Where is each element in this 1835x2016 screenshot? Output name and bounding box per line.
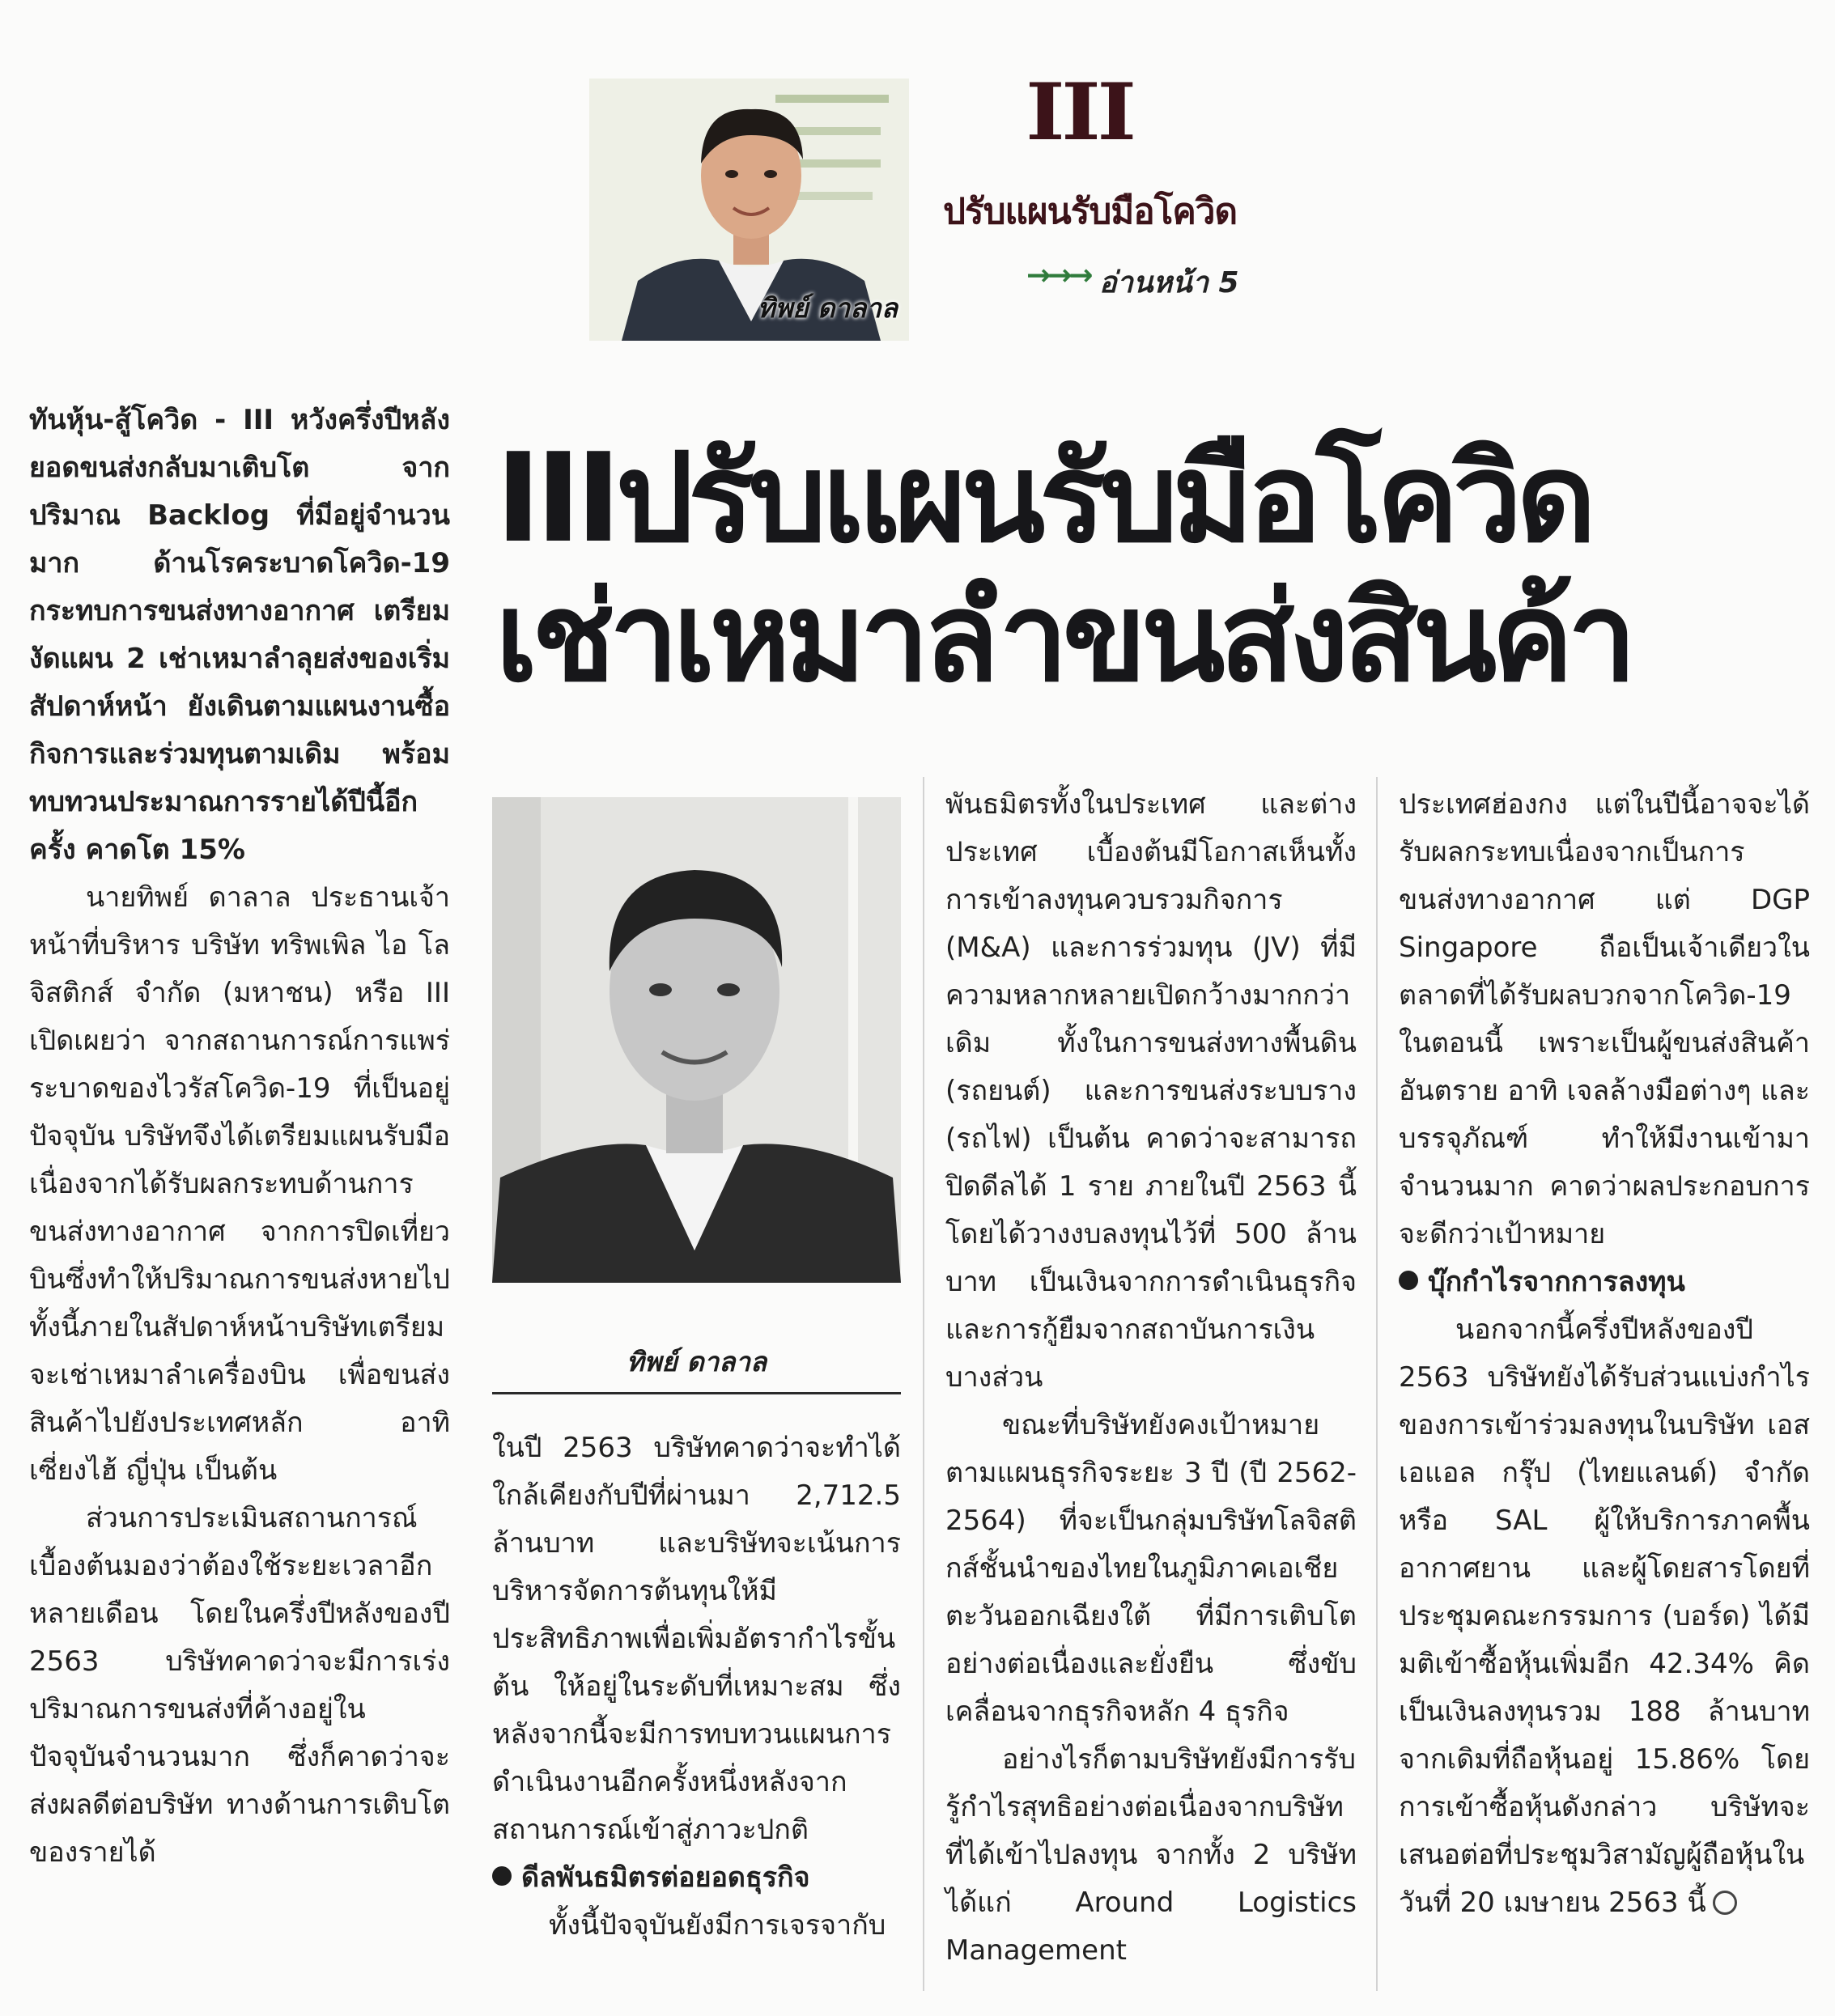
- teaser-title: ปรับแผนรับมือโควิด: [943, 191, 1238, 232]
- headline-line-1: IIIปรับแผนรับมือโควิด: [495, 427, 1591, 570]
- company-logo: III: [1026, 66, 1133, 158]
- photo-caption: ทิพย์ ดาลาล: [626, 1346, 767, 1377]
- body-paragraph: [1399, 1306, 1810, 1927]
- column-2: [492, 1424, 901, 1950]
- headline-line-2: เช่าเหมาลำขนส่งสินค้า: [495, 566, 1632, 709]
- caption-divider: [492, 1392, 901, 1394]
- portrait-image: [492, 797, 901, 1283]
- subheading-text: บุ๊กกำไรจากการลงทุน: [1428, 1266, 1685, 1298]
- body-text: นอกจากนี้ครึ่งปีหลังของปี 2563 บริษัทยังได้รับส่วนแบ่งกำไรของการเข้าร่วมลงทุนในบริษัท เอสเอแอล กรุ๊ป (ไทยแลนด์) จำกัด หรือ SAL ผู้ให้บริการภาคพื้นอากาศยาน และผู้โดยสารโดยที่ประชุมคณะกรรมการ (บอร์ด) ได้มีมติเข้าซื้อหุ้นเพิ่มอีก 42.34% คิดเป็นเงินลงทุนรวม 188 ล้านบาท จากเดิมที่ถือหุ้นอยู่ 15.86% โดยการเข้าซื้อหุ้นดังกล่าว บริษัทจะเสนอต่อที่ประชุมวิสามัญผู้ถือหุ้นในวันที่ 20 เมษายน 2563 นี้: [1399, 1314, 1810, 1919]
- headline: [495, 429, 1831, 707]
- body-paragraph: ประเทศฮ่องกง แต่ในปีนี้อาจจะได้รับผลกระทบเนื่องจากเป็นการขนส่งทางอากาศ แต่ DGP Singapore ถือเป็นเจ้าเดียวในตลาดที่ได้รับผลบวกจากโควิด-19 ในตอนนี้ เพราะเป็นผู้ขนส่งสินค้าอันตราย อาทิ เจลล้างมือต่างๆ และบรรจุภัณฑ์ ทำให้มีงานเข้ามาจำนวนมาก คาดว่าผลประกอบการจะดีกว่าเป้าหมาย: [1399, 788, 1810, 1250]
- arrow-icon: →→→: [1026, 259, 1090, 292]
- body-paragraph: นายทิพย์ ดาลาล ประธานเจ้าหน้าที่บริหาร บริษัท ทริพเพิล ไอ โลจิสติกส์ จำกัด (มหาชน) หรือ III เปิดเผยว่า จากสถานการณ์การแพร่ระบาดของไวรัสโควิด-19 ที่เป็นอยู่ปัจจุบัน บริษัทจึงได้เตรียมแผนรับมือเนื่องจากได้รับผลกระทบด้านการขนส่งทางอากาศ จากการปิดเที่ยวบินซึ่งทำให้ปริมาณการขนส่งหายไป ทั้งนี้ภายในสัปดาห์หน้าบริษัทเตรียมจะเช่าเหมาลำเครื่องบิน เพื่อขนส่งสินค้าไปยังประเทศหลัก อาทิ เซี่ยงไฮ้ ญี่ปุ่น เป็นต้น: [29, 881, 450, 1487]
- main-photo: [492, 797, 901, 1283]
- bullet-icon: [1399, 1271, 1418, 1290]
- subheading: [492, 1854, 901, 1902]
- body-paragraph: ทั้งนี้ปัจจุบันยังมีการเจรจากับ: [549, 1909, 886, 1942]
- column-1: [29, 397, 450, 1877]
- column-4: [1399, 781, 1810, 1927]
- teaser-photo-caption: ทิพย์ ดาลาล: [757, 292, 898, 324]
- body-paragraph: ส่วนการประเมินสถานการณ์เบื้องต้นมองว่าต้องใช้ระยะเวลาอีกหลายเดือน โดยในครึ่งปีหลังของปี 2563 บริษัทคาดว่าจะมีการเร่งปริมาณการขนส่งที่ค้างอยู่ในปัจจุบันจำนวนมาก ซึ่งก็คาดว่าจะส่งผลดีต่อบริษัท ทางด้านการเติบโตของรายได้: [29, 1502, 450, 1869]
- bullet-icon: [492, 1866, 512, 1886]
- subheading: [1399, 1258, 1810, 1306]
- body-paragraph: อย่างไรก็ตามบริษัทยังมีการรับรู้กำไรสุทธิอย่างต่อเนื่องจากบริษัทที่ได้เข้าไปลงทุน จากทั้ง 2 บริษัท ได้แก่ Around Logistics Management: [945, 1743, 1357, 1967]
- teaser-photo: [589, 79, 909, 341]
- page-reference[interactable]: อ่านหน้า 5: [1099, 266, 1239, 299]
- end-mark-icon: [1713, 1891, 1737, 1915]
- body-paragraph: ในปี 2563 บริษัทคาดว่าจะทำได้ใกล้เคียงกับปีที่ผ่านมา 2,712.5 ล้านบาท และบริษัทจะเน้นการบริหารจัดการต้นทุนให้มีประสิทธิภาพเพื่อเพิ่มอัตรากำไรขั้นต้น ให้อยู่ในระดับที่เหมาะสม ซึ่งหลังจากนี้จะมีการทบทวนแผนการดำเนินงานอีกครั้งหนึ่งหลังจากสถานการณ์เข้าสู่ภาวะปกติ: [492, 1432, 901, 1846]
- body-paragraph: ขณะที่บริษัทยังคงเป้าหมายตามแผนธุรกิจระยะ 3 ปี (ปี 2562-2564) ที่จะเป็นกลุ่มบริษัทโลจิสติกส์ชั้นนำของไทยในภูมิภาคเอเชียตะวันออกเฉียงใต้ ที่มีการเติบโตอย่างต่อเนื่องและยั่งยืน ซึ่งขับเคลื่อนจากธุรกิจหลัก 4 ธุรกิจ: [945, 1409, 1357, 1728]
- column-divider: [923, 777, 924, 1991]
- body-paragraph: พันธมิตรทั้งในประเทศ และต่างประเทศ เบื้องต้นมีโอกาสเห็นทั้งการเข้าลงทุนควบรวมกิจการ (M&A) และการร่วมทุน (JV) ที่มีความหลากหลายเปิดกว้างมากกว่าเดิม ทั้งในการขนส่งทางพื้นดิน (รถยนต์) และการขนส่งระบบราง (รถไฟ) เป็นต้น คาดว่าจะสามารถปิดดีลได้ 1 ราย ภายในปี 2563 นี้ โดยได้วางงบลงทุนไว้ที่ 500 ล้านบาท เป็นเงินจากการดำเนินธุรกิจและการกู้ยืมจากสถาบันการเงินบางส่วน: [945, 788, 1357, 1394]
- lead-paragraph: ทันหุ้น-สู้โควิด - III หวังครึ่งปีหลังยอดขนส่งกลับมาเติบโต จากปริมาณ Backlog ที่มีอยู่จำนวนมาก ด้านโรคระบาดโควิด-19 กระทบการขนส่งทางอากาศ เตรียมงัดแผน 2 เช่าเหมาลำลุยส่งของเริ่มสัปดาห์หน้า ยังเดินตามแผนงานซื้อกิจการและร่วมทุนตามเดิม พร้อมทบทวนประมาณการรายได้ปีนี้อีกครั้ง คาดโต 15%: [29, 404, 450, 866]
- column-3: [945, 781, 1357, 1975]
- column-divider: [1376, 777, 1378, 1991]
- subheading-text: ดีลพันธมิตรต่อยอดธุรกิจ: [521, 1861, 810, 1894]
